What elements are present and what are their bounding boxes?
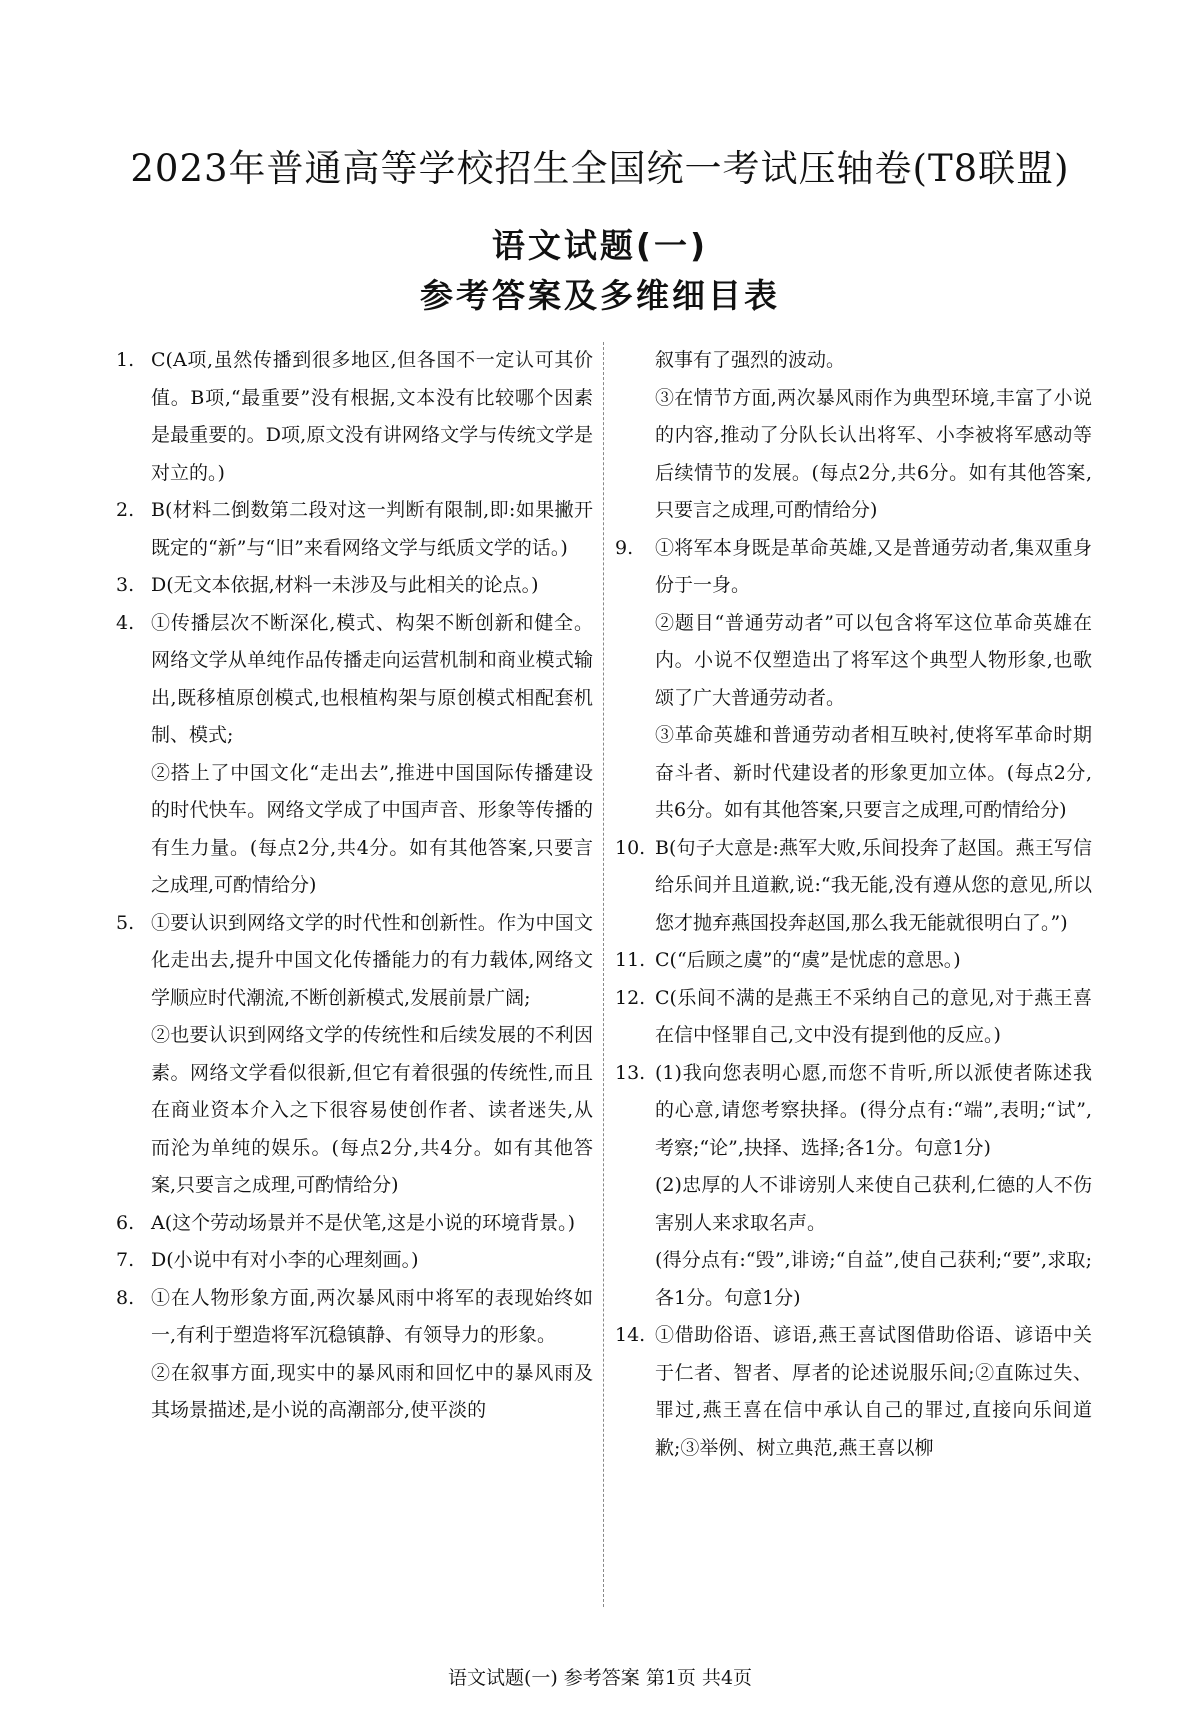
answer-item	[118, 492, 593, 567]
item-number: 12.	[615, 986, 646, 1009]
answer-item	[617, 830, 1092, 943]
answer-item	[118, 905, 593, 1018]
item-number: 4.	[116, 611, 135, 634]
item-text: B(句子大意是:燕军大败,乐间投奔了赵国。燕王写信给乐间并且道歉,说:“我无能,没有遵从您的意见,所以您才抛弃燕国投奔赵国,那么我无能就很明白了。”)	[655, 836, 1092, 934]
item-number: 13.	[615, 1061, 646, 1084]
answer-paragraph: ③在情节方面,两次暴风雨作为典型环境,丰富了小说的内容,推动了分队长认出将军、小李被将军感动等后续情节的发展。(每点2分,共6分。如有其他答案,只要言之成理,可酌情给分)	[655, 386, 1092, 521]
page-title: 2023年普通高等学校招生全国统一考试压轴卷(T8联盟)	[130, 147, 1070, 190]
item-number: 6.	[116, 1211, 135, 1234]
item-text: C(“后顾之虞”的“虞”是忧虑的意思。)	[655, 949, 961, 971]
item-text: D(小说中有对小李的心理刻画。)	[151, 1249, 419, 1271]
item-text: ①将军本身既是革命英雄,又是普通劳动者,集双重身份于一身。	[655, 536, 1092, 596]
item-text: D(无文本依据,材料一未涉及与此相关的论点。)	[151, 574, 539, 596]
item-number: 8.	[116, 1286, 135, 1309]
answer-item	[118, 1280, 593, 1355]
answer-paragraph: 叙事有了强烈的波动。	[655, 349, 846, 371]
answer-paragraph: ②搭上了中国文化“走出去”,推进中国国际传播建设的时代快车。网络文学成了中国声音、形象等传播的有生力量。(每点2分,共4分。如有其他答案,只要言之成理,可酌情给分)	[151, 761, 593, 896]
item-text: ①借助俗语、谚语,燕王喜试图借助俗语、谚语中关于仁者、智者、厚者的论述说服乐间;②直陈过失、罪过,燕王喜在信中承认自己的罪过,直接向乐间道歉;③举例、树立典范,燕王喜以柳	[655, 1324, 1092, 1459]
item-number: 3.	[116, 574, 135, 596]
answer-paragraph: (得分点有:“毁”,诽谤;“自益”,使自己获利;“要”,求取;各1分。句意1分)	[655, 1249, 1092, 1309]
left-column	[118, 342, 593, 1612]
answer-item	[617, 980, 1092, 1055]
item-number: 7.	[116, 1249, 135, 1271]
subject-heading: 语文试题(一)	[491, 226, 709, 265]
item-number: 5.	[116, 911, 135, 934]
item-number: 10.	[615, 836, 646, 859]
answer-item	[617, 1317, 1092, 1467]
item-text: A(这个劳动场景并不是伏笔,这是小说的环境背景。)	[151, 1211, 576, 1234]
answer-key-heading: 参考答案及多维细目表	[420, 276, 780, 315]
answer-paragraph: ②在叙事方面,现实中的暴风雨和回忆中的暴风雨及其场景描述,是小说的高潮部分,使平淡的	[151, 1361, 593, 1421]
item-number: 14.	[615, 1324, 646, 1346]
item-number: 1.	[116, 349, 135, 371]
answer-item	[118, 567, 593, 605]
answer-paragraph: ③革命英雄和普通劳动者相互映衬,使将军革命时期奋斗者、新时代建设者的形象更加立体。(每点2分,共6分。如有其他答案,只要言之成理,可酌情给分)	[655, 724, 1092, 821]
item-text: B(材料二倒数第二段对这一判断有限制,即:如果撇开既定的“新”与“旧”来看网络文学与纸质文学的话。)	[151, 499, 593, 559]
answer-item	[617, 1055, 1092, 1168]
answer-paragraph: (2)忠厚的人不诽谤别人来使自己获利,仁德的人不伤害别人来求取名声。	[655, 1174, 1092, 1234]
item-text: (1)我向您表明心愿,而您不肯听,所以派使者陈述我的心意,请您考察抉择。(得分点有:“端”,表明;“试”,考察;“论”,抉择、选择;各1分。句意1分)	[655, 1061, 1092, 1159]
item-text: C(乐间不满的是燕王不采纳自己的意见,对于燕王喜在信中怪罪自己,文中没有提到他的反应。)	[655, 986, 1092, 1046]
item-text: ①传播层次不断深化,模式、构架不断创新和健全。网络文学从单纯作品传播走向运营机制和商业模式输出,既移植原创模式,也根植构架与原创模式相配套机制、模式;	[151, 611, 593, 746]
answer-item	[617, 530, 1092, 605]
right-column	[617, 342, 1092, 1612]
column-divider	[603, 342, 604, 1607]
answer-item	[118, 1205, 593, 1243]
answer-paragraph: ②题目“普通劳动者”可以包含将军这位革命英雄在内。小说不仅塑造出了将军这个典型人物形象,也歌颂了广大普通劳动者。	[655, 611, 1092, 709]
answer-item	[617, 942, 1092, 980]
page-footer: 语文试题(一) 参考答案 第1页 共4页	[447, 1667, 753, 1689]
answer-item	[118, 1242, 593, 1280]
answer-item	[118, 605, 593, 755]
item-text: ①在人物形象方面,两次暴风雨中将军的表现始终如一,有利于塑造将军沉稳镇静、有领导力的形象。	[151, 1286, 593, 1346]
answer-paragraph: ②也要认识到网络文学的传统性和后续发展的不利因素。网络文学看似很新,但它有着很强的传统性,而且在商业资本介入之下很容易使创作者、读者迷失,从而沦为单纯的娱乐。(每点2分,共4分。如有其他答案,只要言之成理,可酌情给分)	[151, 1024, 593, 1196]
item-text: ①要认识到网络文学的时代性和创新性。作为中国文化走出去,提升中国文化传播能力的有力载体,网络文学顺应时代潮流,不断创新模式,发展前景广阔;	[151, 911, 593, 1009]
answer-item	[118, 342, 593, 492]
item-number: 2.	[116, 499, 135, 521]
item-text: C(A项,虽然传播到很多地区,但各国不一定认可其价值。B项,“最重要”没有根据,文本没有比较哪个因素是最重要的。D项,原文没有讲网络文学与传统文学是对立的。)	[151, 349, 593, 484]
item-number: 9.	[615, 536, 634, 559]
item-number: 11.	[615, 949, 646, 971]
